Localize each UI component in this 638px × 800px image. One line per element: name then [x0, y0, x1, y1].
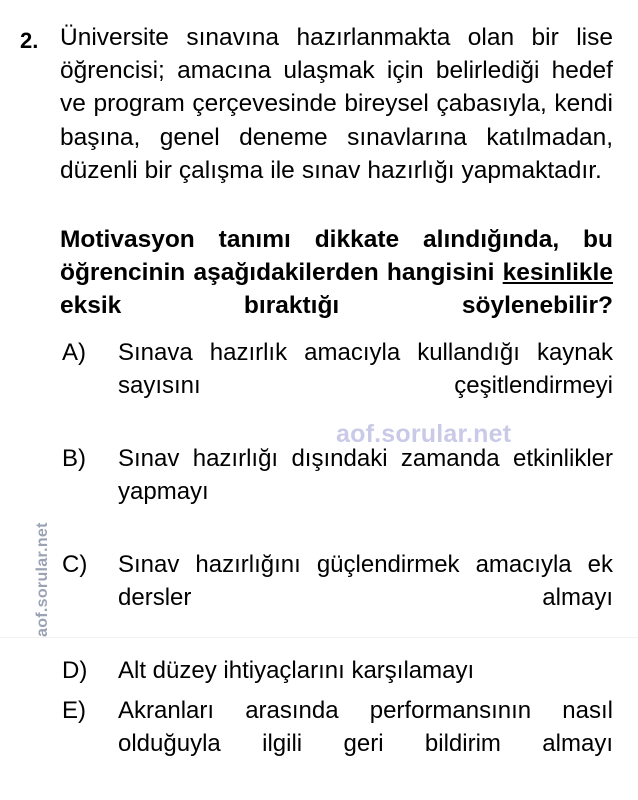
stem-part-before: Motivasyon tanımı dikkate alındığında, bu öğrencinin aşağıdakilerden hangisini [60, 226, 613, 287]
option-d-text: Alt düzey ihtiyaçlarını karşılamayı [118, 657, 475, 684]
option-a-letter: A) [62, 339, 86, 366]
question-number: 2. [20, 28, 39, 53]
option-e[interactable] [62, 694, 613, 793]
option-d[interactable] [62, 654, 613, 687]
stem-part-after: eksik bıraktığı söylenebilir? [60, 292, 613, 320]
side-watermark: aof.sorular.net [34, 522, 51, 637]
passage-block [60, 21, 613, 187]
option-c-text: Sınav hazırlığını güçlendirmek amacıyla ek dersler almayı [118, 551, 613, 611]
option-c-letter: C) [62, 551, 88, 578]
center-watermark: aof.sorular.net [336, 420, 512, 448]
option-e-letter: E) [62, 697, 86, 724]
option-e-text: Akranları arasında performansının nasıl olduğuyla ilgili geri bildirim almayı [118, 697, 613, 757]
stem-emphasis: kesinlikle [502, 259, 613, 287]
option-a-text: Sınava hazırlık amacıyla kullandığı kaynak sayısını çeşitlendirmeyi [118, 339, 613, 399]
passage-text: Üniversite sınavına hazırlanmakta olan bir lise öğrencisi; amacına ulaşmak için belirlediği hedef ve program çerçevesinde bireysel çabasıyla, kendi başına, genel deneme sınavlarına katılmadan, düzenli bir çalışma ile sınav hazırlığı yapmaktadır. [60, 24, 613, 184]
option-a[interactable] [62, 336, 613, 435]
option-b-letter: B) [62, 445, 86, 472]
option-b-text: Sınav hazırlığı dışındaki zamanda etkinlikler yapmayı [118, 445, 613, 505]
answer-options-list [62, 336, 613, 800]
option-d-letter: D) [62, 657, 88, 684]
option-c[interactable] [62, 548, 613, 647]
option-b[interactable] [62, 442, 613, 541]
